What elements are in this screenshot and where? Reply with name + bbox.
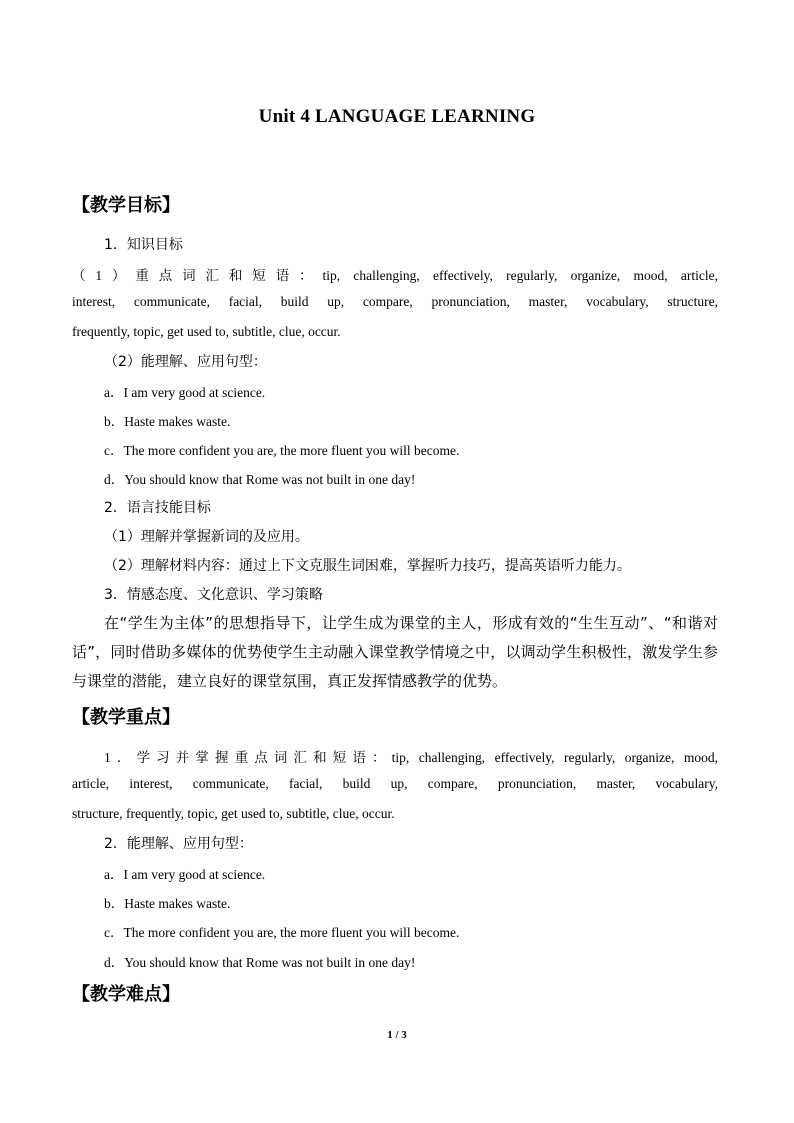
objective-2-sub-1: （1）理解并掌握新词的及应用。	[104, 529, 309, 545]
key-sentence-item: c．The more confident you are, the more fluent you will become.	[104, 925, 460, 940]
objective-2-heading: 2．语言技能目标	[104, 500, 211, 516]
key-sentence-item: a．I am very good at science.	[104, 867, 266, 882]
vocab-line-1: （1）重点词汇和短语：tip, challenging, effectively, regularly, organize, mood, article,	[72, 268, 718, 283]
sentence-patterns-heading: （2）能理解、应用句型：	[104, 354, 267, 370]
key-sentence-item: d．You should know that Rome was not built in one day!	[104, 955, 416, 970]
section-heading-key-points: 【教学重点】	[72, 707, 180, 728]
page-number: 1 / 3	[387, 1029, 407, 1041]
objective-3-paragraph: 在“学生为主体”的思想指导下，让学生成为课堂的主人，形成有效的“生生互动”、“和谐对话”，同时借助多媒体的优势使学生主动融入课堂教学情境之中，以调动学生积极性，激发学生参与课堂的潜能，建立良好的课堂氛围，真正发挥情感教学的优势。	[72, 614, 718, 690]
key-sentence-item: b．Haste makes waste.	[104, 896, 231, 911]
key-vocab-line-2: article, interest, communicate, facial, build up, compare, pronunciation, master, vocabulary,	[72, 776, 718, 791]
key-sentence-heading: 2．能理解、应用句型：	[104, 836, 253, 852]
objective-3-heading: 3．情感态度、文化意识、学习策略	[104, 587, 323, 603]
key-vocab-line-1: 1．学习并掌握重点词汇和短语：tip, challenging, effectively, regularly, organize, mood,	[104, 750, 718, 765]
objective-2-sub-2: （2）理解材料内容：通过上下文克服生词困难，掌握听力技巧，提高英语听力能力。	[104, 558, 631, 574]
vocab-line-2: interest, communicate, facial, build up, compare, pronunciation, master, vocabulary, structure,	[72, 294, 718, 309]
key-vocab-line-3: structure, frequently, topic, get used to, subtitle, clue, occur.	[72, 806, 395, 821]
sentence-item: d．You should know that Rome was not built in one day!	[104, 472, 416, 487]
page-title: Unit 4 LANGUAGE LEARNING	[258, 106, 536, 127]
vocab-line-3: frequently, topic, get used to, subtitle, clue, occur.	[72, 324, 341, 339]
sentence-item: c．The more confident you are, the more fluent you will become.	[104, 443, 460, 458]
section-heading-difficulties: 【教学难点】	[72, 984, 180, 1005]
sentence-item: b．Haste makes waste.	[104, 414, 231, 429]
sentence-item: a．I am very good at science.	[104, 385, 266, 400]
objective-1-heading: 1．知识目标	[104, 237, 183, 253]
section-heading-objectives: 【教学目标】	[72, 195, 180, 216]
